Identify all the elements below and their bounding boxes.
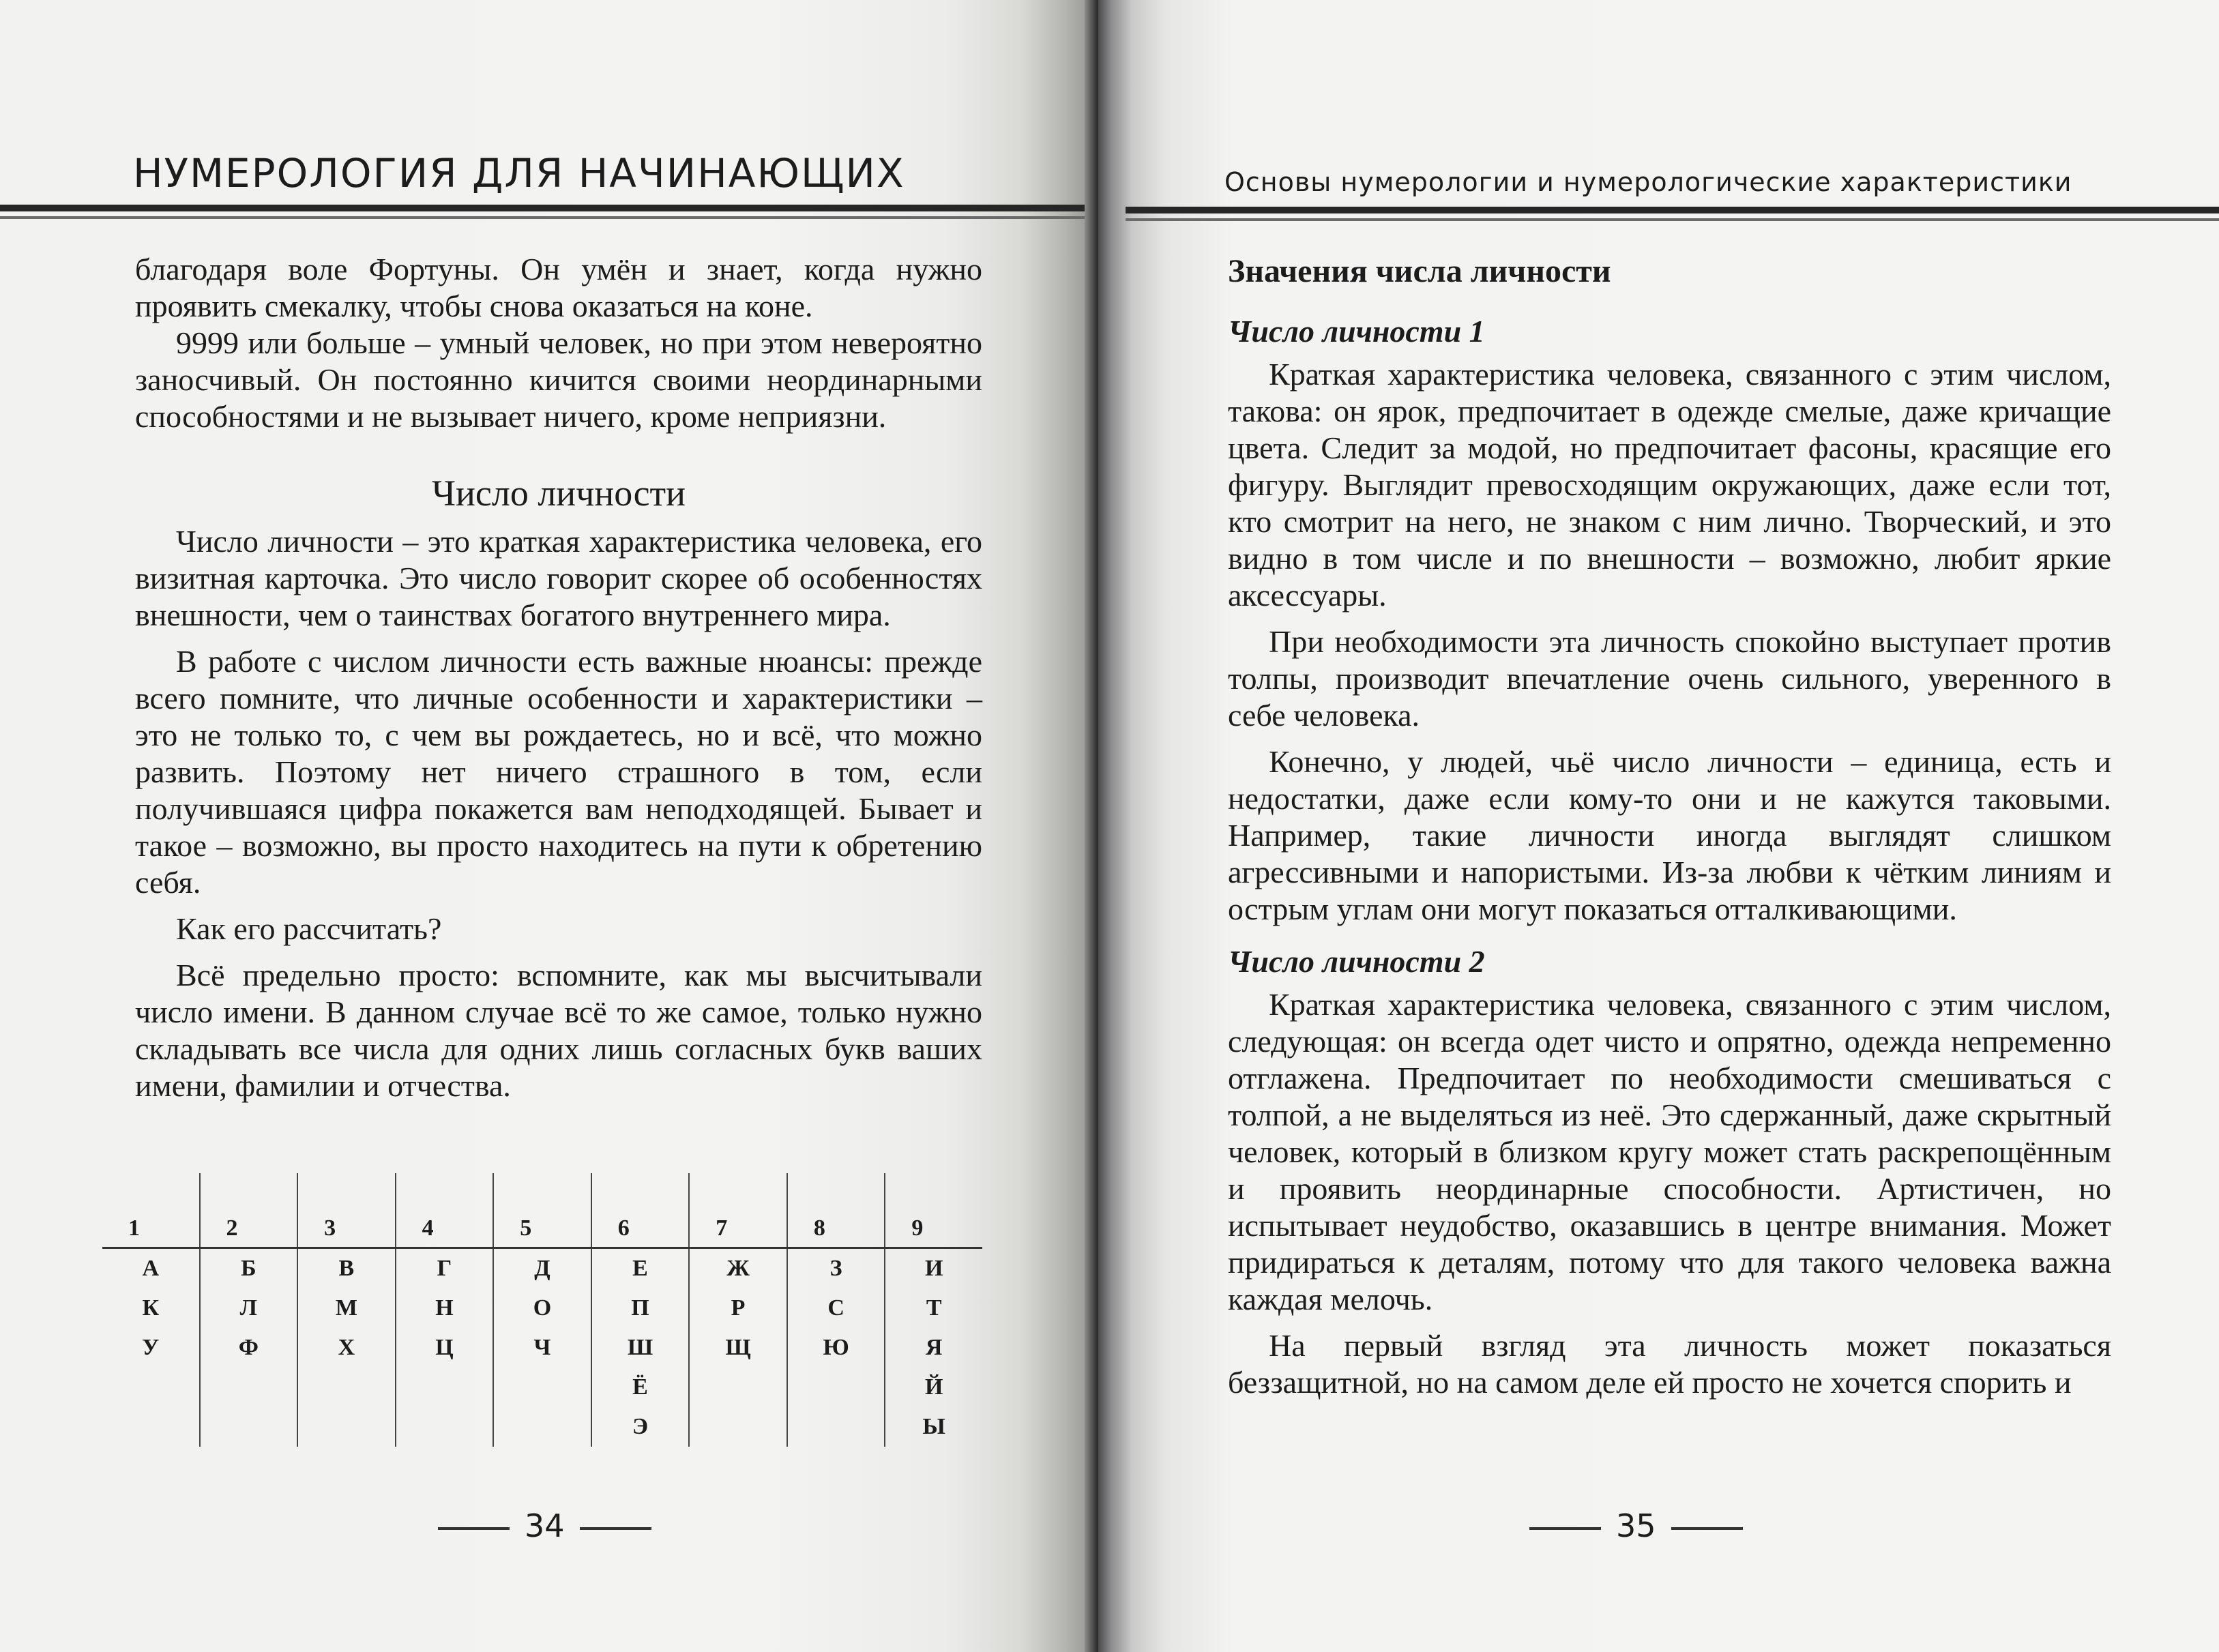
table-cell: Ю [787,1328,885,1368]
page-number-left [423,1507,666,1544]
section-title: Число личности [431,473,686,514]
table-cell: Щ [689,1328,787,1368]
page-number-right [1514,1507,1758,1544]
paragraph: Число личности – это краткая характеристика человека, его визитная карточка. Это число говорит скорее об особенностях внешности, чем о таинствах богатого внутреннего мира. [135,524,982,632]
right-page-body [1228,251,2111,1401]
page-number-text: 34 [525,1507,565,1544]
running-head-right: Основы нумерологии и нумерологические характеристики [1224,167,2072,197]
table-cell [102,1407,200,1447]
table-cell [102,1368,200,1407]
table-header-row [102,1173,982,1248]
paragraph: В работе с числом личности есть важные нюансы: прежде всего помните, что личные особенности и характеристики – это не только то, с чем вы рождаетесь, но и всё, что можно развить. Поэтому нет ничего страшного в том, если получившаяся цифра покажется вам неподходящей. Бывает и такое – возможно, вы просто находитесь на пути к обретению себя. [135,644,982,900]
table-cell: Т [885,1288,982,1328]
letter-number-table [102,1173,982,1447]
table-cell: Р [689,1288,787,1328]
table-header-cell: 7 [689,1173,787,1248]
table-row [102,1407,982,1447]
table-cell [200,1368,298,1407]
table-cell [297,1407,396,1447]
subheading: Число личности 1 [1228,314,1485,349]
table-header-cell: 9 [885,1173,982,1248]
table-cell: Л [200,1288,298,1328]
table-row [102,1288,982,1328]
folio-dash [580,1527,651,1530]
folio-dash [1529,1527,1601,1530]
table-cell: А [142,1256,160,1281]
table-cell: И [885,1248,982,1289]
subheading: Число личности 2 [1228,944,1485,979]
table-header-cell: 5 [493,1173,591,1248]
paragraph: На первый взгляд эта личность может показаться беззащитной, но на самом деле ей просто не хочется спорить и [1228,1328,2111,1400]
table-row [102,1368,982,1407]
left-page [0,0,1098,1652]
table-row [102,1328,982,1368]
table-cell: Н [396,1288,494,1328]
table-cell [493,1368,591,1407]
folio-dash [1671,1527,1743,1530]
paragraph: Всё предельно просто: вспомните, как мы высчитывали число имени. В данном случае всё то же самое, только нужно складывать все числа для одних лишь согласных букв ваших имени, фамилии и отчества. [135,958,982,1103]
table-cell: Я [885,1328,982,1368]
paragraph: Как его рассчитать? [176,911,442,946]
header-rule-thin [0,216,1091,219]
table-cell [787,1368,885,1407]
header-rule-thin [1126,218,2219,221]
table-cell: Ш [591,1328,690,1368]
table-cell [493,1407,591,1447]
table-header-cell: 8 [787,1173,885,1248]
table-cell: З [787,1248,885,1289]
table-cell: Ч [493,1328,591,1368]
table-cell: Ё [591,1368,690,1407]
table-cell: Е [591,1248,690,1289]
table-row [102,1248,982,1289]
table-cell [689,1368,787,1407]
table-cell: М [297,1288,396,1328]
table-cell: Х [297,1328,396,1368]
table-cell [396,1407,494,1447]
table-header-cell: 3 [297,1173,396,1248]
section-heading: Значения числа личности [1228,253,1611,289]
table-cell: Г [396,1248,494,1289]
table-header-cell: 1 [102,1173,200,1248]
paragraph: благодаря воле Фортуны. Он умён и знает, когда нужно проявить смекалку, чтобы снова оказаться на коне. [135,252,982,323]
table-cell [297,1368,396,1407]
table-cell [689,1407,787,1447]
table-cell: Э [591,1407,690,1447]
table-header-cell: 6 [591,1173,690,1248]
paragraph: Конечно, у людей, чьё число личности – единица, есть и недостатки, даже если кому-то они и не кажутся таковыми. Например, такие личности иногда выглядят слишком агрессивными и напористыми. Из-за любви к чётким линиям и острым углам они могут показаться отталкивающими. [1228,744,2111,926]
page-number-text: 35 [1616,1507,1656,1544]
table-cell: С [787,1288,885,1328]
table-cell: Ф [200,1328,298,1368]
table-cell: О [493,1288,591,1328]
header-rule-thick [0,205,1091,211]
right-page [1098,0,2219,1652]
table-cell: К [142,1295,160,1321]
paragraph: Краткая характеристика человека, связанного с этим числом, такова: он ярок, предпочитает в одежде смелые, даже кричащие цвета. Следит за модой, но предпочитает фасоны, красящие его фигуру. Выглядит превосходящим окружающих, даже если тот, кто смотрит на него, не знаком с ним лично. Творческий, и это видно в том числе и по внешности – возможно, любит яркие аксессуары. [1228,357,2111,613]
paragraph: 9999 или больше – умный человек, но при этом невероятно заносчивый. Он постоянно кичится своими неординарными способностями и не вызывает ничего, кроме неприязни. [135,325,982,434]
table-cell: Ц [396,1328,494,1368]
table-cell: П [591,1288,690,1328]
table-header-cell: 4 [396,1173,494,1248]
running-head-left: НУМЕРОЛОГИЯ ДЛЯ НАЧИНАЮЩИХ [133,150,905,196]
table-cell [787,1407,885,1447]
table-cell [396,1368,494,1407]
table-cell: Б [200,1248,298,1289]
table-cell: У [142,1335,160,1360]
table-cell: Д [493,1248,591,1289]
paragraph: Краткая характеристика человека, связанного с этим числом, следующая: он всегда одет чисто и опрятно, одежда непременно отглажена. Предпочитает по необходимости смешиваться с толпой, а не выделяться из неё. Это сдержанный, даже скрытный человек, который в близком кругу может стать раскрепощённым и проявить неординарные способности. Артистичен, но испытывает неудобство, оказавшись в центре внимания. Может придираться к деталям, потому что для такого человека важна каждая мелочь. [1228,987,2111,1316]
paragraph: При необходимости эта личность спокойно выступает против толпы, производит впечатление очень сильного, уверенного в себе человека. [1228,624,2111,733]
table-header-cell: 2 [200,1173,298,1248]
table-cell: В [297,1248,396,1289]
table-cell: Ж [689,1248,787,1289]
left-page-body [135,251,982,1104]
table-cell: Ы [885,1407,982,1447]
folio-dash [438,1527,510,1530]
header-rule-thick [1126,207,2219,213]
table-cell: Й [885,1368,982,1407]
table-cell [200,1407,298,1447]
